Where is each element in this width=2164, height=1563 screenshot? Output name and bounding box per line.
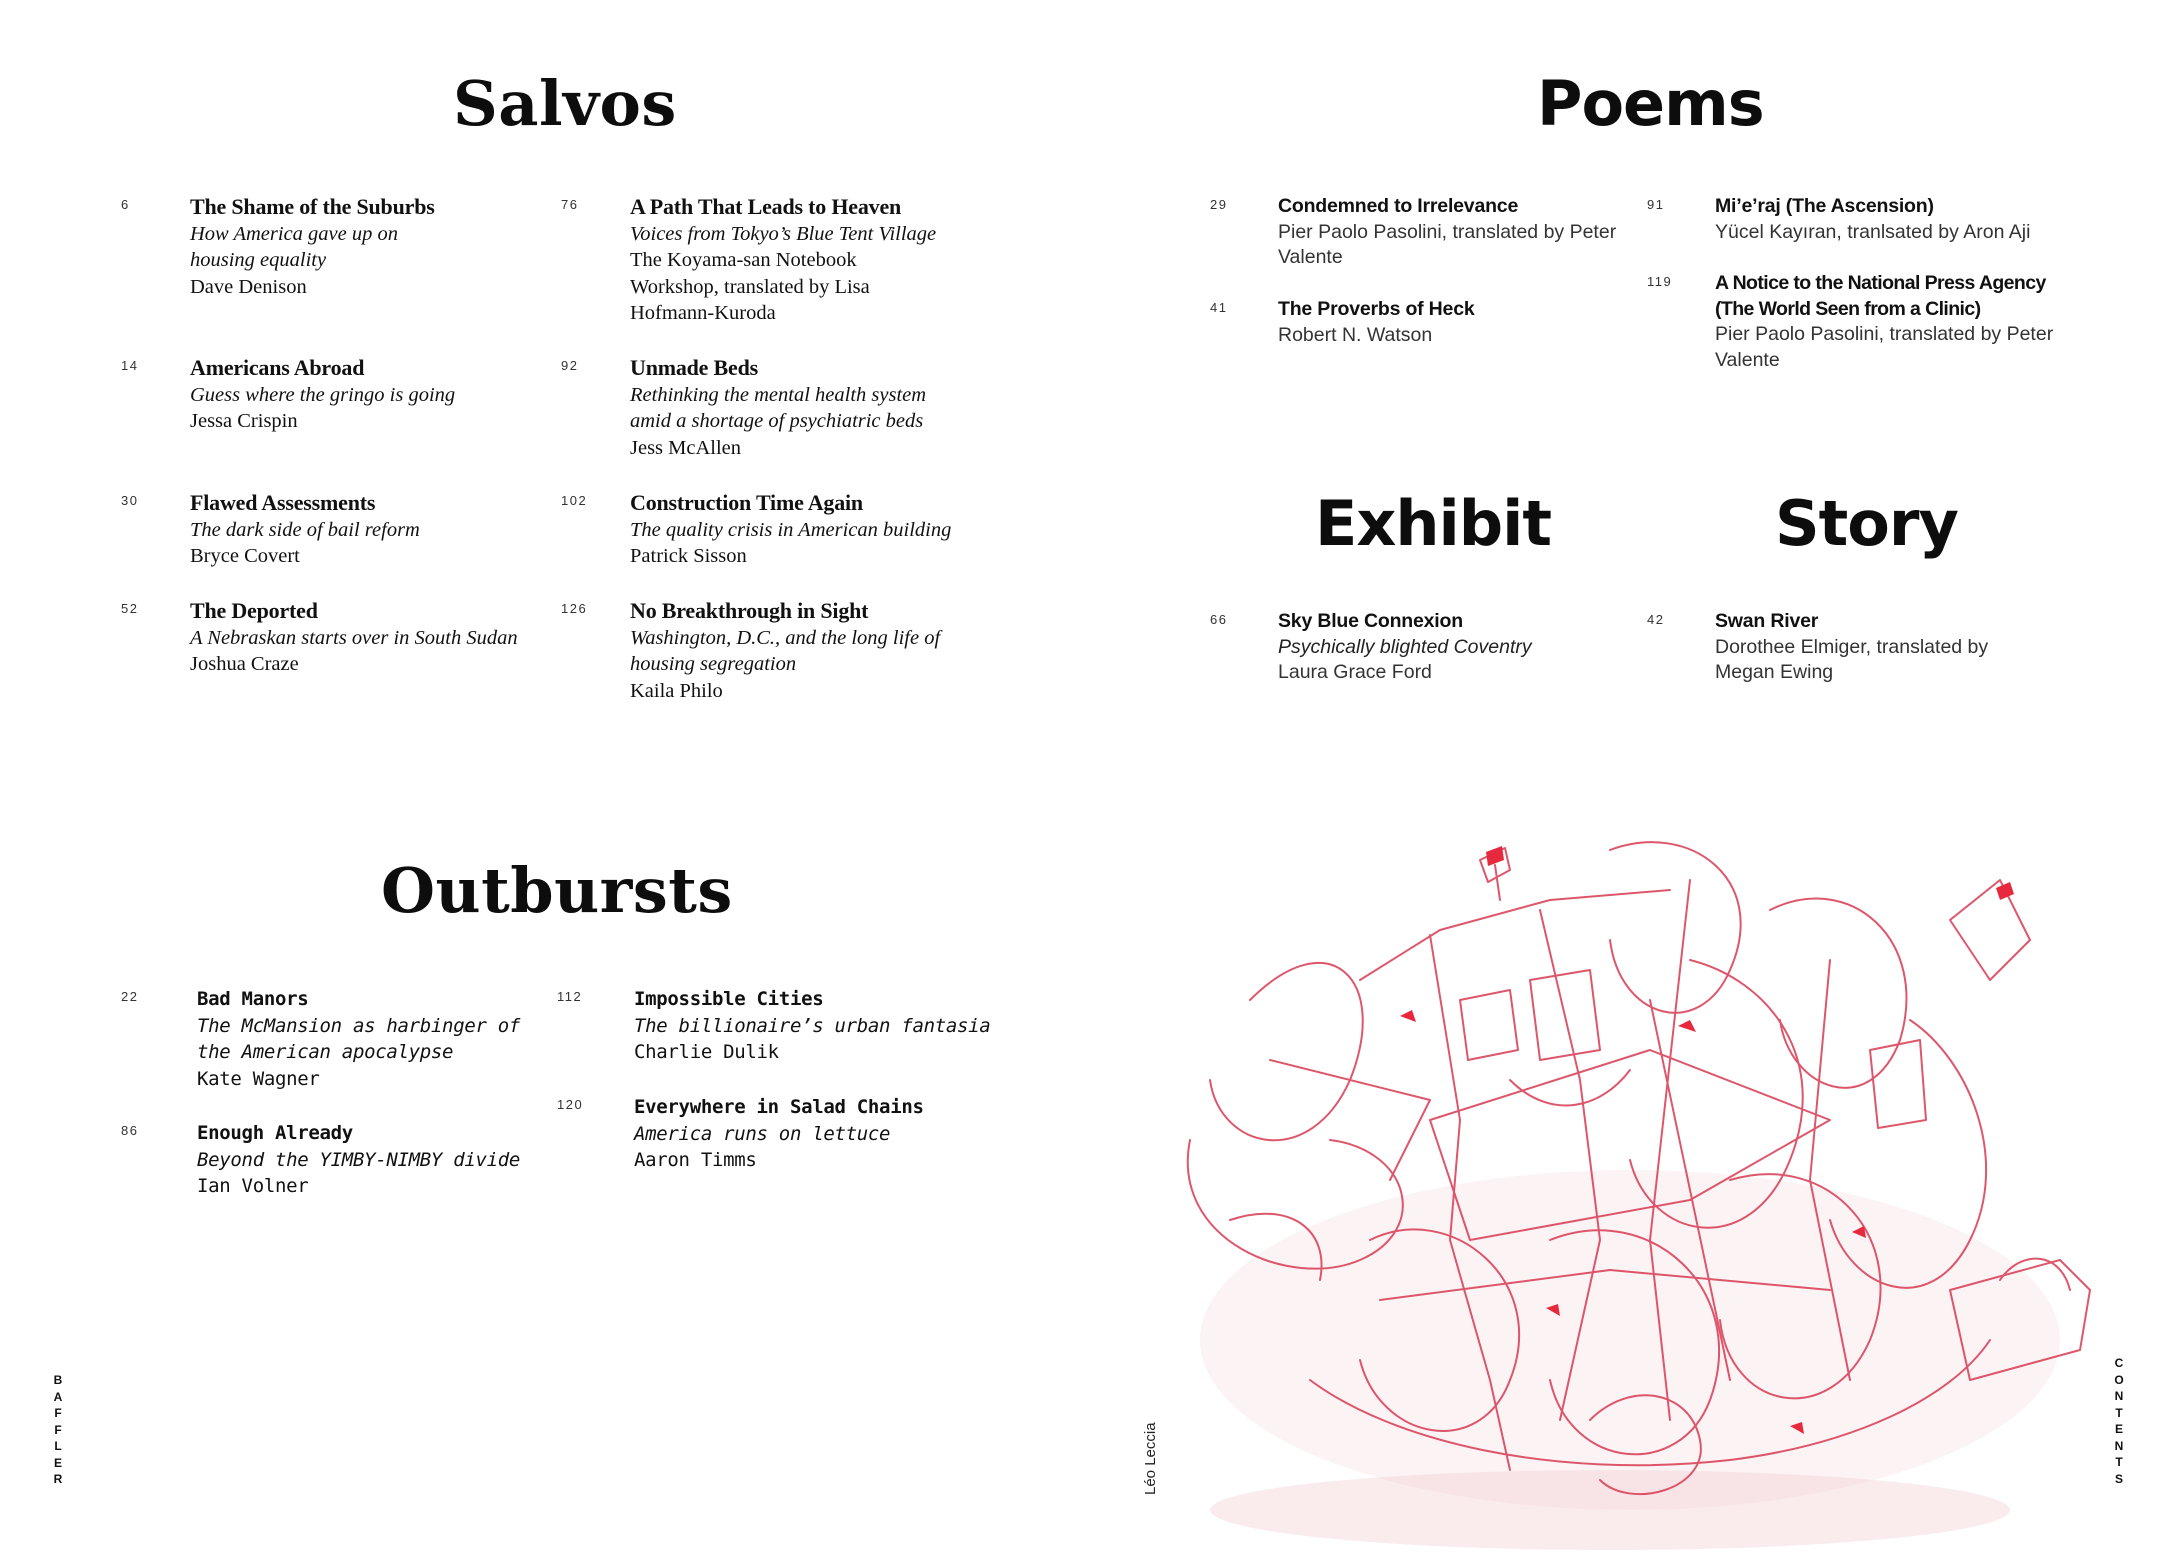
page-number: 14 <box>121 358 139 373</box>
entry-subtitle: Washington, D.C., and the long life of housing segregation <box>630 626 941 675</box>
entry-title: Americans Abroad <box>190 355 365 380</box>
smudge <box>1210 1470 2010 1550</box>
entry-subtitle: How America gave up on housing equality <box>190 222 399 271</box>
entry-author: Pier Paolo Pasolini, translated by Peter Valente <box>1278 220 1617 268</box>
entry-title: The Proverbs of Heck <box>1278 298 1475 320</box>
entry-subtitle: The dark side of bail reform <box>190 518 420 541</box>
page-number: 86 <box>121 1123 139 1138</box>
page-number: 6 <box>121 197 130 212</box>
entry-author: Ian Volner <box>197 1175 309 1197</box>
entry-title: Construction Time Again <box>630 490 863 515</box>
entry-title: The Deported <box>190 598 318 623</box>
page-number: 91 <box>1647 197 1665 212</box>
section-title-outbursts: Outbursts <box>381 854 733 927</box>
section-title-exhibit: Exhibit <box>1315 487 1552 560</box>
entry-author: Bryce Covert <box>190 545 300 567</box>
entry-subtitle: Psychically blighted Coventry <box>1278 635 1532 658</box>
sketch-line <box>1210 963 1363 1140</box>
page-number: 52 <box>121 601 139 616</box>
accent-mark <box>1486 846 1504 866</box>
entry-title: Mi’e’raj (The Ascension) <box>1715 195 1934 217</box>
entry-title: No Breakthrough in Sight <box>630 598 869 623</box>
illustration <box>1130 820 2120 1560</box>
entry-title: Bad Manors <box>197 988 309 1010</box>
sketch-line <box>1870 1040 1926 1128</box>
page-number: 126 <box>561 601 588 616</box>
section-title-salvos: Salvos <box>453 67 677 140</box>
entry-author: The Koyama-san Notebook Workshop, translated by Lisa Hofmann-Kuroda <box>630 249 870 324</box>
page-number: 112 <box>557 989 583 1004</box>
entry-title: The Shame of the Suburbs <box>190 194 435 219</box>
page-number: 76 <box>561 197 579 212</box>
page-number: 29 <box>1210 197 1228 212</box>
entry-subtitle: Guess where the gringo is going <box>190 383 456 406</box>
entry-subtitle: A Nebraskan starts over in South Sudan <box>190 626 518 649</box>
page-number: 22 <box>121 989 139 1004</box>
page-number: 41 <box>1210 300 1228 315</box>
entry-title: Swan River <box>1715 610 1819 632</box>
entry-subtitle: The billionaire’s urban fantasia <box>634 1014 991 1037</box>
entry-title: Sky Blue Connexion <box>1278 610 1463 632</box>
sketch-line <box>1950 880 2030 980</box>
entry-author: Joshua Craze <box>190 653 299 675</box>
page-number: 119 <box>1647 274 1673 289</box>
entry-subtitle: Rethinking the mental health system amid a shortage of psychiatric beds <box>630 383 927 432</box>
sketch-line <box>1610 842 1741 1013</box>
entry-title: Enough Already <box>197 1122 353 1144</box>
entry-title: Everywhere in Salad Chains <box>634 1096 924 1118</box>
entry-title: Impossible Cities <box>634 988 824 1010</box>
page-number: 30 <box>121 493 139 508</box>
sketch-line <box>1770 899 1906 1088</box>
entry-author: Charlie Dulik <box>634 1041 779 1063</box>
page-number: 66 <box>1210 612 1228 627</box>
entry-author: Laura Grace Ford <box>1278 661 1432 683</box>
entry-author: Dorothee Elmiger, translated by Megan Ewing <box>1715 635 1989 683</box>
accent-mark <box>1678 1020 1696 1032</box>
illustration-credit: Léo Leccia <box>1142 1422 1159 1495</box>
entry-author: Aaron Timms <box>634 1149 757 1171</box>
entry-author: Jessa Crispin <box>190 410 298 432</box>
entry-author: Dave Denison <box>190 275 307 298</box>
smudge <box>1200 1170 2060 1510</box>
page-number: 102 <box>561 493 588 508</box>
entry-title: Condemned to Irrelevance <box>1278 195 1519 217</box>
section-title-story: Story <box>1775 487 1958 560</box>
page-number: 120 <box>557 1097 584 1112</box>
entry-author: Yücel Kayıran, tranlsated by Aron Aji <box>1715 220 2031 243</box>
accent-mark <box>1996 882 2014 900</box>
entry-title: Flawed Assessments <box>190 490 376 515</box>
entry-title: A Path That Leads to Heaven <box>630 194 902 219</box>
entry-author: Kate Wagner <box>197 1067 320 1090</box>
entry-author: Robert N. Watson <box>1278 323 1433 346</box>
entry-subtitle: Beyond the YIMBY-NIMBY divide <box>197 1148 521 1171</box>
page-number: 92 <box>561 358 579 373</box>
margin-label-baffler: B A F F L E R <box>53 1373 63 1486</box>
entry-author: Patrick Sisson <box>630 545 747 567</box>
entry-subtitle: The quality crisis in American building <box>630 518 952 541</box>
entry-author: Jess McAllen <box>630 436 742 459</box>
entry-subtitle: The McMansion as harbinger of the American apocalypse <box>197 1014 521 1063</box>
section-title-poems: Poems <box>1537 67 1764 140</box>
entry-title: A Notice to the National Press Agency (The World Seen from a Clinic) <box>1715 272 2046 320</box>
page-number: 42 <box>1647 612 1665 627</box>
sketch-line <box>1360 890 1670 980</box>
entry-subtitle: Voices from Tokyo’s Blue Tent Village <box>630 222 937 245</box>
accent-mark <box>1400 1010 1416 1022</box>
margin-label-contents: C O N T E N T S <box>2114 1356 2124 1486</box>
entry-author: Pier Paolo Pasolini, translated by Peter Valente <box>1715 323 2054 371</box>
entry-subtitle: America runs on lettuce <box>634 1122 891 1145</box>
entry-author: Kaila Philo <box>630 679 723 702</box>
entry-title: Unmade Beds <box>630 355 758 380</box>
sketch-line <box>1460 990 1518 1060</box>
